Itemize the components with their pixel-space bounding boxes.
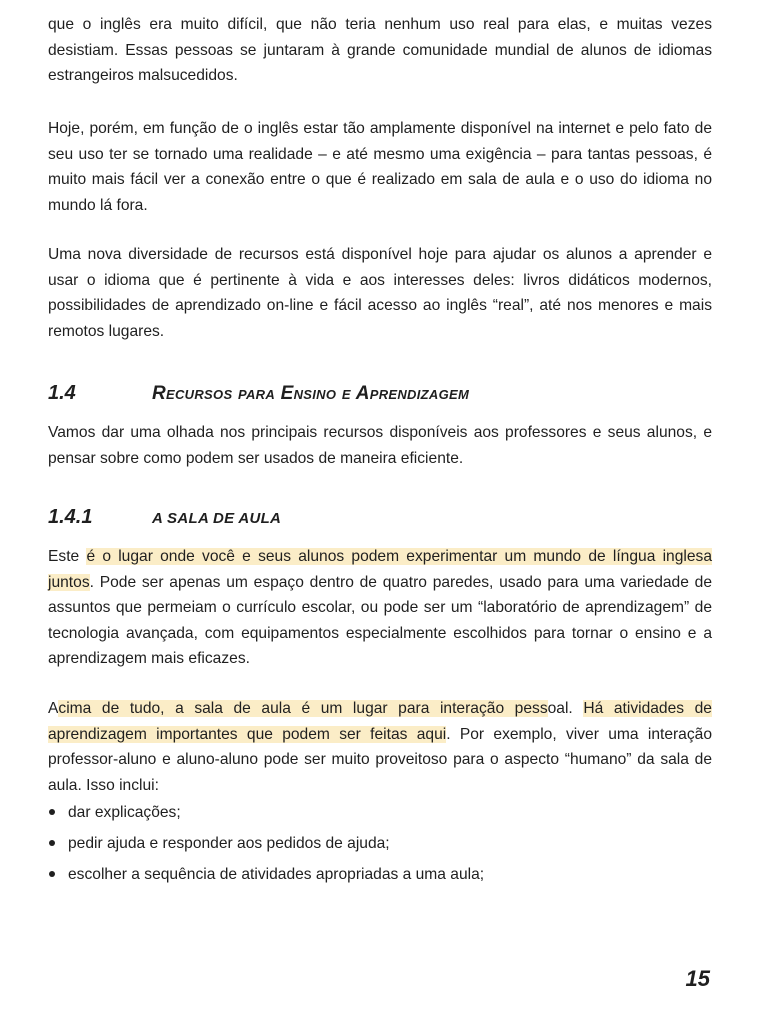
- text-segment: A: [48, 700, 59, 717]
- list-item-text: pedir ajuda e responder aos pedidos de ajuda;: [68, 835, 390, 852]
- page-number: 15: [685, 966, 710, 991]
- bullet-icon: [49, 840, 55, 846]
- section-number: 1.4: [48, 382, 76, 404]
- paragraph-internet-english: Hoje, porém, em função de o inglês estar tão amplamente disponível na internet e pelo fato de seu uso ter se tornado uma realidade – e até mesmo uma exigência – para tantas pessoas, é muito mais fácil ver a conexão entre o que é realizado em sala de aula e o uso do idioma no mundo lá fora.: [48, 120, 712, 214]
- bullet-list: [48, 800, 712, 893]
- paragraph-classroom-definition: [48, 544, 712, 672]
- paragraph-section-intro: Vamos dar uma olhada nos principais recursos disponíveis aos professores e seus alunos, e pensar sobre como podem ser usados de maneira eficiente.: [48, 424, 712, 467]
- text-segment: . Pode ser apenas um espaço dentro de quatro paredes, usado para uma variedade de assuntos que permeiam o currículo escolar, ou pode ser um “laboratório de aprendizagem” de tecnologia avançada, com equipamentos especialmente escolhidos para tornar o ensino e a aprendizagem mais eficazes.: [48, 573, 712, 668]
- list-item: [48, 831, 712, 862]
- list-item: [48, 800, 712, 831]
- subsection-title: A SALA DE AULA: [152, 510, 282, 527]
- highlighted-text: Há atividades de aprendizagem importantes que podem ser feitas aqui: [48, 700, 712, 743]
- section-title: Recursos para Ensino e Aprendizagem: [152, 383, 470, 404]
- section-heading-1-4: [48, 378, 469, 406]
- text-segment: . Por exemplo, viver uma interação professor-aluno e aluno-aluno pode ser muito proveitoso para o aspecto “humano” da sala de aula. Isso inclui:: [48, 725, 712, 794]
- text-segment: oal.: [547, 700, 584, 717]
- subsection-number: 1.4.1: [48, 506, 93, 528]
- subsection-heading-1-4-1: [48, 506, 281, 529]
- text-segment: Este: [48, 548, 87, 565]
- paragraph-intro-continuation: que o inglês era muito difícil, que não teria nenhum uso real para elas, e muitas vezes desistiam. Essas pessoas se juntaram à grande comunidade mundial de alunos de idiomas estrangeiros malsucedidos.: [48, 16, 712, 85]
- bullet-icon: [49, 809, 55, 815]
- list-item-text: escolher a sequência de atividades apropriadas a uma aula;: [68, 866, 485, 883]
- paragraph-classroom-interaction: [48, 696, 712, 798]
- list-item: [48, 862, 712, 893]
- paragraph-resources-diversity: Uma nova diversidade de recursos está disponível hoje para ajudar os alunos a aprender e usar o idioma que é pertinente à vida e aos interesses deles: livros didáticos modernos, possibilidades de aprendizado on-line e fácil acesso ao inglês “real”, até nos menores e mais remotos lugares.: [48, 246, 712, 340]
- highlighted-text: é o lugar onde você e seus alunos podem experimentar um mundo de língua inglesa juntos: [48, 548, 713, 591]
- highlighted-text: cima de tudo, a sala de aula é um lugar para interação pess: [58, 700, 548, 717]
- list-item-text: dar explicações;: [68, 804, 181, 821]
- bullet-icon: [49, 871, 55, 877]
